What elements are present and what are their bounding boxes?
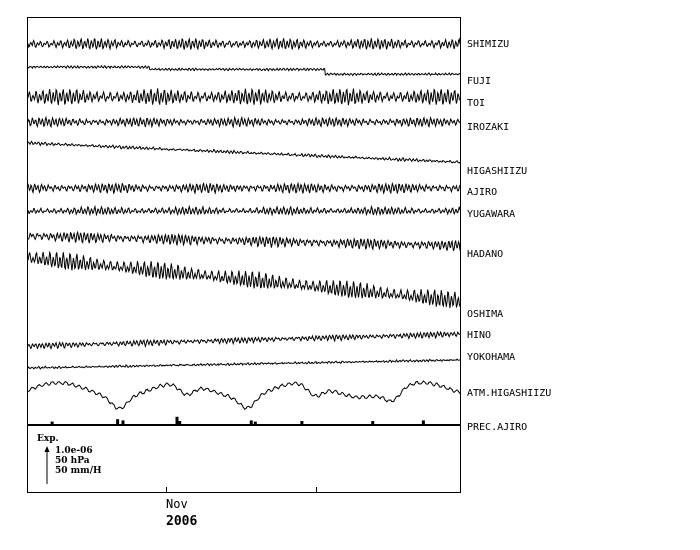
- station-label-hadano: HADANO: [467, 249, 504, 260]
- station-label-prec-ajiro: PREC.AJIRO: [467, 422, 528, 433]
- station-label-ajiro: AJIRO: [467, 187, 498, 198]
- precip-bar-7: [254, 422, 257, 425]
- scale-arrow-head: [45, 446, 50, 452]
- station-label-yokohama: YOKOHAMA: [467, 352, 516, 363]
- scale-box: [37, 434, 102, 484]
- precip-bar-10: [422, 420, 425, 424]
- station-label-hino: HINO: [467, 330, 492, 341]
- scale-strain: 1.0e-06: [55, 446, 93, 456]
- trace-hadano: [28, 232, 460, 251]
- precip-bar-5: [178, 421, 181, 425]
- trace-atm-higashiizu: [28, 381, 460, 409]
- station-label-shimizu: SHIMIZU: [467, 39, 510, 50]
- precip-bar-1: [51, 422, 54, 425]
- precip-bar-4: [176, 417, 179, 425]
- trace-ajiro: [28, 183, 460, 193]
- trace-yugawara: [28, 207, 460, 215]
- trace-group: [28, 38, 460, 424]
- station-label-group: [467, 39, 551, 433]
- trace-higashiizu: [28, 141, 460, 163]
- trace-oshima: [28, 252, 460, 308]
- trace-hino: [28, 332, 460, 349]
- trace-fuji: [28, 66, 460, 76]
- precip-bar-2: [116, 419, 119, 424]
- precip-bar-3: [122, 420, 125, 424]
- station-label-oshima: OSHIMA: [467, 309, 504, 320]
- trace-toi: [28, 88, 460, 105]
- station-label-toi: TOI: [467, 98, 486, 109]
- station-label-irozaki: IROZAKI: [467, 122, 510, 133]
- scale-box-title: Exp.: [37, 434, 59, 444]
- precip-bar-9: [371, 421, 374, 425]
- station-label-yugawara: YUGAWARA: [467, 209, 516, 220]
- trace-yokohama: [28, 359, 460, 369]
- scale-precip: 50 mm/H: [55, 466, 102, 476]
- x-year-label: 2006: [166, 514, 198, 529]
- precip-bar-8: [300, 421, 303, 425]
- plot-frame: [28, 18, 461, 493]
- precip-bar-6: [250, 420, 253, 424]
- trace-shimizu: [28, 38, 460, 49]
- trace-irozaki: [28, 118, 460, 128]
- x-tick-label-nov: Nov: [166, 497, 188, 511]
- station-label-fuji: FUJI: [467, 76, 492, 87]
- scale-pressure: 50 hPa: [55, 456, 90, 466]
- x-axis: [166, 487, 317, 529]
- station-label-atm-higashiizu: ATM.HIGASHIIZU: [467, 388, 552, 399]
- station-label-higashiizu: HIGASHIIZU: [467, 166, 528, 177]
